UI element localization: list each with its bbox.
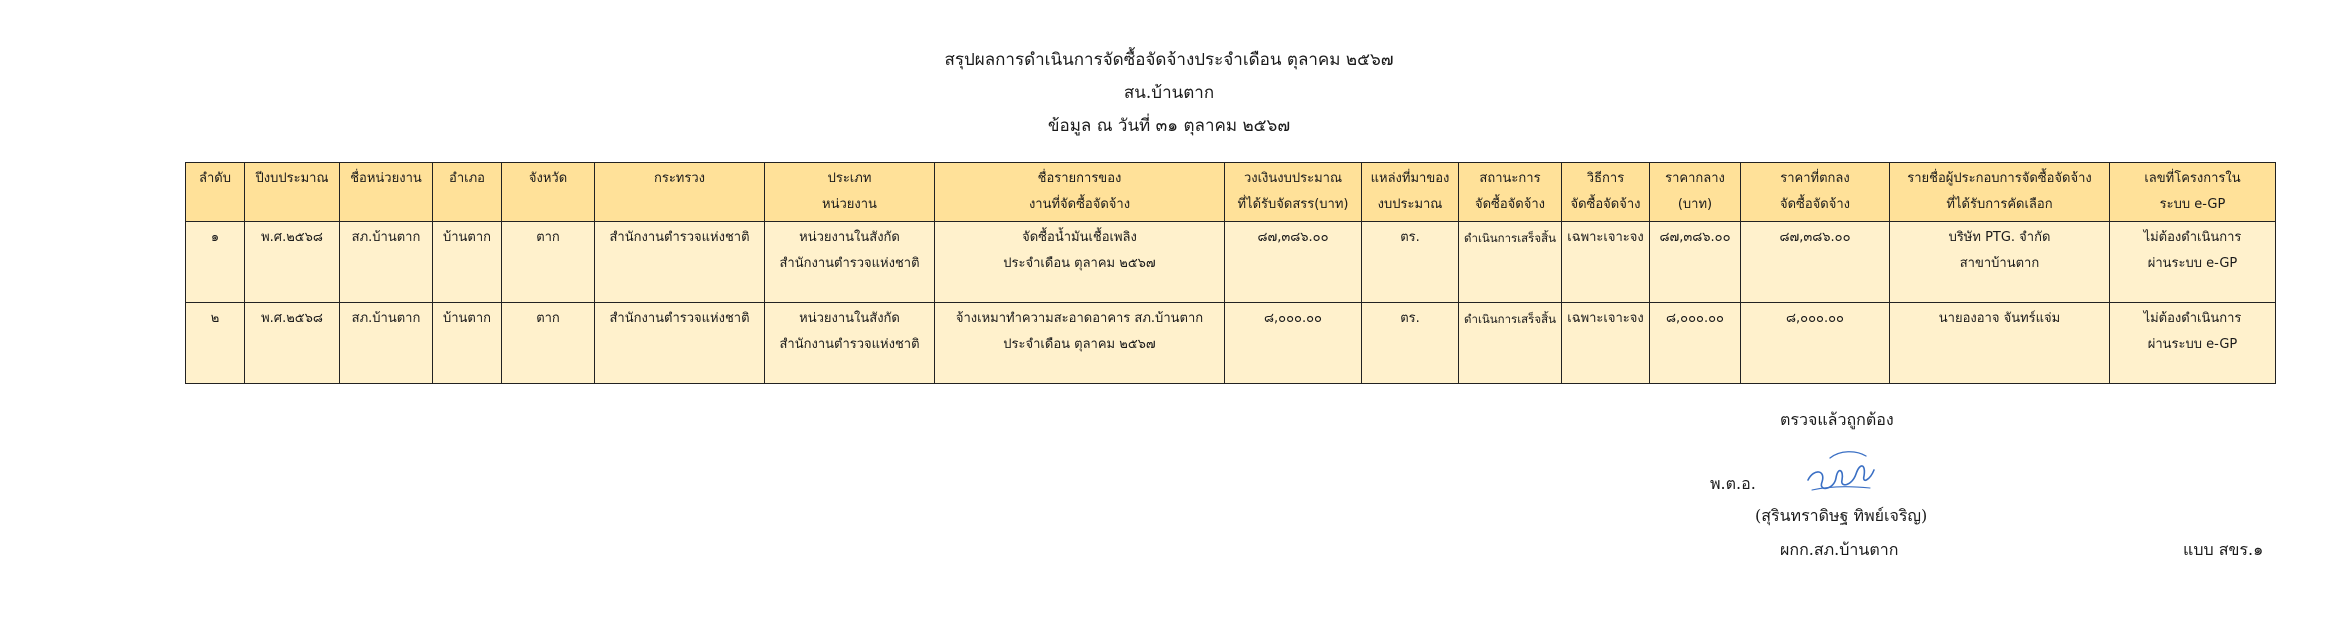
table-cell <box>1890 303 2110 384</box>
table-body <box>186 222 2276 384</box>
cell-text: ประจำเดือน ตุลาคม ๒๕๖๗ <box>1003 256 1156 271</box>
column-header <box>433 163 502 222</box>
column-header <box>1890 163 2110 222</box>
table-cell <box>1650 303 1741 384</box>
column-header-label: ชื่อรายการของ <box>1037 171 1122 186</box>
column-header-label: รายชื่อผู้ประกอบการจัดซื้อจัดจ้าง <box>1907 171 2092 186</box>
cell-text: เฉพาะเจาะจง <box>1567 311 1644 326</box>
cell-text: ๑ <box>210 230 220 245</box>
cell-text: ประจำเดือน ตุลาคม ๒๕๖๗ <box>1003 337 1156 352</box>
column-header <box>765 163 935 222</box>
column-header-label: ราคากลาง <box>1665 171 1725 186</box>
column-header-label: ที่ได้รับการคัดเลือก <box>1946 197 2053 212</box>
table-cell <box>1362 303 1459 384</box>
column-header-label: หน่วยงาน <box>822 197 877 212</box>
form-code: แบบ สขร.๑ <box>2183 540 2264 559</box>
table-cell <box>935 222 1225 303</box>
cell-text: ไม่ต้องดำเนินการ <box>2143 230 2242 245</box>
cell-text: ดำเนินการเสร็จสิ้น <box>1464 231 1556 245</box>
column-header <box>1459 163 1562 222</box>
handwritten-signature <box>1800 440 1880 500</box>
cell-text: บริษัท PTG. จำกัด <box>1948 230 2051 245</box>
table-cell <box>433 222 502 303</box>
column-header-label: จังหวัด <box>528 171 568 186</box>
cell-text: ๘๗,๓๘๖.๐๐ <box>1779 230 1851 245</box>
column-header <box>1741 163 1890 222</box>
data-as-of-date: ข้อมูล ณ วันที่ ๓๑ ตุลาคม ๒๕๖๗ <box>1047 116 1291 136</box>
cell-text: ผ่านระบบ e-GP <box>2147 256 2238 271</box>
cell-text: ๘,๐๐๐.๐๐ <box>1666 311 1724 326</box>
column-header-label: สถานะการ <box>1479 171 1541 186</box>
column-header-label: งบประมาณ <box>1377 197 1443 212</box>
column-header-label: ชื่อหน่วยงาน <box>350 171 422 186</box>
document-header <box>0 44 2338 143</box>
column-header <box>1562 163 1650 222</box>
table-cell <box>245 303 340 384</box>
report-title: สรุปผลการดำเนินการจัดซื้อจัดจ้างประจำเดือน ตุลาคม ๒๕๖๗ <box>944 50 1394 70</box>
table-cell <box>1890 222 2110 303</box>
signer-name: (สุรินทราดิษฐ ทิพย์เจริญ) <box>1755 506 1928 525</box>
table-cell <box>1562 303 1650 384</box>
cell-text: สำนักงานตำรวจแห่งชาติ <box>779 256 920 271</box>
table-header-row <box>186 163 2276 222</box>
cell-text: ผ่านระบบ e-GP <box>2147 337 2238 352</box>
column-header <box>186 163 245 222</box>
column-header <box>2110 163 2276 222</box>
table-cell <box>1459 303 1562 384</box>
table-row <box>186 222 2276 303</box>
cell-text: ดำเนินการเสร็จสิ้น <box>1464 312 1556 326</box>
cell-text: นายองอาจ จันทร์แจ่ม <box>1938 311 2061 326</box>
column-header-label: จัดซื้อจัดจ้าง <box>1570 197 1641 212</box>
cell-text: พ.ศ.๒๕๖๘ <box>261 230 323 245</box>
table-cell <box>1459 222 1562 303</box>
column-header-label: งานที่จัดซื้อจัดจ้าง <box>1028 197 1131 212</box>
cell-text: บ้านตาก <box>442 311 492 326</box>
column-header-label: (บาท) <box>1677 197 1713 212</box>
column-header-label: ที่ได้รับจัดสรร(บาท) <box>1237 197 1349 212</box>
cell-text: พ.ศ.๒๕๖๘ <box>261 311 323 326</box>
cell-text: บ้านตาก <box>442 230 492 245</box>
table-cell <box>1741 222 1890 303</box>
table-cell <box>1650 222 1741 303</box>
cell-text: ๒ <box>210 311 220 326</box>
table-cell <box>595 222 765 303</box>
column-header-label: กระทรวง <box>653 171 706 186</box>
table-cell <box>340 303 433 384</box>
table-cell <box>595 303 765 384</box>
agency-name: สน.บ้านตาก <box>1123 83 1215 103</box>
verified-correct-text: ตรวจแล้วถูกต้อง <box>1780 410 1894 429</box>
table-cell <box>1562 222 1650 303</box>
table-cell <box>433 303 502 384</box>
column-header-label: วิธีการ <box>1586 171 1625 186</box>
column-header-label: แหล่งที่มาของ <box>1370 171 1450 186</box>
cell-text: ๘๗,๓๘๖.๐๐ <box>1257 230 1329 245</box>
table-cell <box>1362 222 1459 303</box>
table-cell <box>1225 222 1362 303</box>
cell-text: ตร. <box>1400 311 1420 326</box>
table-cell <box>2110 303 2276 384</box>
cell-text: สภ.บ้านตาก <box>351 311 421 326</box>
column-header-label: จัดซื้อจัดจ้าง <box>1779 197 1850 212</box>
cell-text: สำนักงานตำรวจแห่งชาติ <box>779 337 920 352</box>
cell-text: จัดซื้อน้ำมันเชื้อเพลิง <box>1022 230 1137 245</box>
column-header-label: ระบบ e-GP <box>2159 197 2226 212</box>
cell-text: สภ.บ้านตาก <box>351 230 421 245</box>
table-cell <box>2110 222 2276 303</box>
table-cell <box>340 222 433 303</box>
column-header-label: จัดซื้อจัดจ้าง <box>1474 197 1545 212</box>
cell-text: ๘,๐๐๐.๐๐ <box>1786 311 1844 326</box>
table-cell <box>245 222 340 303</box>
column-header-label: วงเงินงบประมาณ <box>1243 171 1343 186</box>
table-cell <box>1225 303 1362 384</box>
signer-position: ผกก.สภ.บ้านตาก <box>1780 540 1899 559</box>
column-header-label: เลขที่โครงการใน <box>2144 171 2241 186</box>
column-header <box>245 163 340 222</box>
cell-text: สำนักงานตำรวจแห่งชาติ <box>609 311 750 326</box>
table-row <box>186 303 2276 384</box>
cell-text: ตาก <box>536 311 560 326</box>
table-cell <box>186 222 245 303</box>
table-cell <box>765 303 935 384</box>
column-header <box>340 163 433 222</box>
column-header <box>1650 163 1741 222</box>
column-header-label: ราคาที่ตกลง <box>1780 171 1850 186</box>
column-header <box>595 163 765 222</box>
table-cell <box>765 222 935 303</box>
cell-text: ไม่ต้องดำเนินการ <box>2143 311 2242 326</box>
cell-text: สาขาบ้านตาก <box>1959 256 2040 271</box>
table-cell <box>502 222 595 303</box>
cell-text: ตาก <box>536 230 560 245</box>
table-cell <box>502 303 595 384</box>
column-header <box>935 163 1225 222</box>
column-header-label: ลำดับ <box>199 171 231 186</box>
column-header-label: ปีงบประมาณ <box>255 171 329 186</box>
table-cell <box>186 303 245 384</box>
procurement-summary-table <box>185 162 2276 384</box>
column-header <box>1225 163 1362 222</box>
cell-text: จ้างเหมาทำความสะอาดอาคาร สภ.บ้านตาก <box>955 311 1204 326</box>
cell-text: สำนักงานตำรวจแห่งชาติ <box>609 230 750 245</box>
column-header <box>502 163 595 222</box>
cell-text: เฉพาะเจาะจง <box>1567 230 1644 245</box>
cell-text: ๘๗,๓๘๖.๐๐ <box>1659 230 1731 245</box>
cell-text: ๘,๐๐๐.๐๐ <box>1264 311 1322 326</box>
column-header-label: อำเภอ <box>449 171 485 186</box>
column-header <box>1362 163 1459 222</box>
cell-text: ตร. <box>1400 230 1420 245</box>
cell-text: หน่วยงานในสังกัด <box>799 230 900 245</box>
column-header-label: ประเภท <box>827 171 872 186</box>
table-cell <box>935 303 1225 384</box>
table-cell <box>1741 303 1890 384</box>
signer-rank: พ.ต.อ. <box>1710 474 1756 493</box>
cell-text: หน่วยงานในสังกัด <box>799 311 900 326</box>
